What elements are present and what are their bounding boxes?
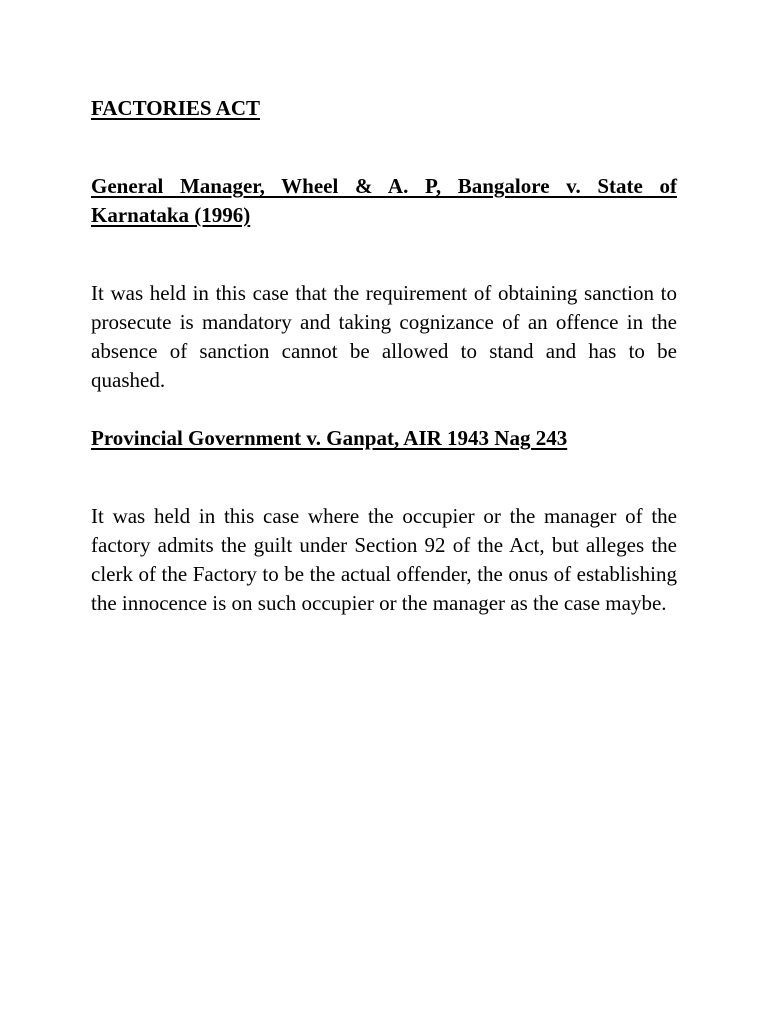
case-heading-provincial-government: Provincial Government v. Ganpat, AIR 1943 Nag 243 bbox=[91, 426, 568, 450]
document-title: FACTORIES ACT bbox=[91, 96, 261, 120]
case-body-provincial-government: It was held in this case where the occupier or the manager of the factory admits the guilt under Section 92 of the Act, but alleges the clerk of the Factory to be the actual offender, the onus of establishing the innocence is on such occupier or the manager as the case maybe. bbox=[91, 504, 677, 615]
case-body-general-manager: It was held in this case that the requirement of obtaining sanction to prosecute is mandatory and taking cognizance of an offence in the absence of sanction cannot be allowed to stand and has to be quashed. bbox=[91, 281, 677, 392]
case-heading-general-manager: General Manager, Wheel & A. P, Bangalore v. State of Karnataka (1996) bbox=[91, 174, 677, 227]
